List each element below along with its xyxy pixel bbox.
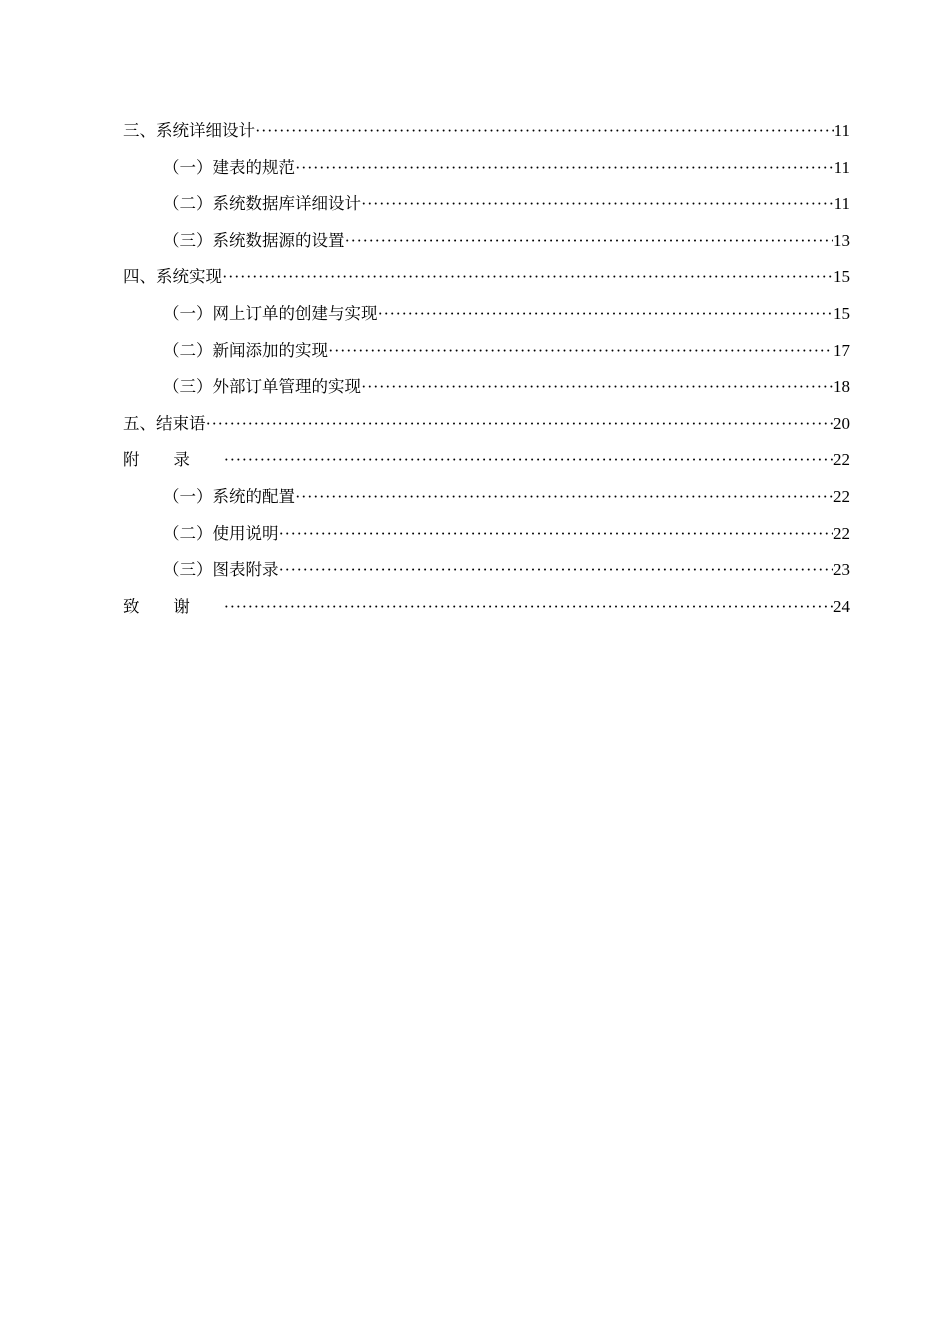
toc-page-number: 11 (833, 194, 850, 214)
toc-leader-dots (361, 369, 833, 406)
toc-page-number: 22 (833, 523, 850, 543)
toc-leader-dots (279, 552, 834, 589)
toc-page-number: 15 (833, 303, 850, 323)
toc-entry[interactable] (123, 186, 850, 223)
toc-entry[interactable] (123, 589, 850, 626)
toc-entry-title: 五、结束语 (123, 413, 206, 433)
toc-page-number: 20 (833, 413, 850, 433)
toc-page-number: 13 (833, 230, 850, 250)
toc-entry-title: 四、系统实现 (123, 267, 222, 287)
toc-entry[interactable] (123, 333, 850, 370)
toc-leader-dots (255, 113, 834, 150)
toc-entry-title: 附录 (123, 450, 224, 470)
toc-entry-title: （二）新闻添加的实现 (163, 340, 328, 360)
toc-entry[interactable] (123, 113, 850, 150)
toc-leader-dots (378, 296, 834, 333)
toc-leader-dots (279, 516, 834, 553)
toc-entry-title: （一）建表的规范 (163, 157, 295, 177)
toc-entry[interactable] (123, 552, 850, 589)
toc-entry-title: （一）系统的配置 (163, 486, 295, 506)
toc-page-number: 22 (833, 450, 850, 470)
toc-entry-title: 三、系统详细设计 (123, 121, 255, 140)
toc-leader-dots (295, 479, 833, 516)
toc-page-number: 15 (833, 267, 850, 287)
table-of-contents (123, 113, 850, 625)
toc-entry-title: （三）系统数据源的设置 (163, 230, 345, 250)
toc-leader-dots (345, 223, 834, 260)
toc-leader-dots (361, 186, 834, 223)
toc-entry[interactable] (123, 516, 850, 553)
toc-page-number: 23 (833, 560, 850, 580)
toc-leader-dots (206, 406, 834, 443)
toc-entry-title: （三）外部订单管理的实现 (163, 377, 361, 397)
toc-entry[interactable] (123, 442, 850, 479)
toc-page-number: 18 (833, 377, 850, 397)
toc-leader-dots (224, 442, 833, 479)
toc-page-number: 11 (833, 121, 850, 140)
toc-entry[interactable] (123, 479, 850, 516)
toc-entry-title: （三）图表附录 (163, 560, 279, 580)
toc-entry-title: （一）网上订单的创建与实现 (163, 303, 378, 323)
toc-entry[interactable] (123, 369, 850, 406)
toc-entry[interactable] (123, 150, 850, 187)
toc-entry[interactable] (123, 296, 850, 333)
toc-entry[interactable] (123, 406, 850, 443)
toc-entry[interactable] (123, 223, 850, 260)
toc-leader-dots (328, 333, 833, 370)
toc-leader-dots (224, 589, 833, 626)
toc-page-number: 24 (833, 596, 850, 616)
toc-entry-title: （二）系统数据库详细设计 (163, 194, 361, 214)
toc-entry-title: （二）使用说明 (163, 523, 279, 543)
toc-leader-dots (295, 150, 834, 187)
toc-leader-dots (222, 259, 833, 296)
toc-page-number: 17 (833, 340, 850, 360)
toc-page-number: 11 (833, 157, 850, 177)
toc-entry[interactable] (123, 259, 850, 296)
toc-entry-title: 致谢 (123, 596, 224, 616)
toc-page-number: 22 (833, 486, 850, 506)
